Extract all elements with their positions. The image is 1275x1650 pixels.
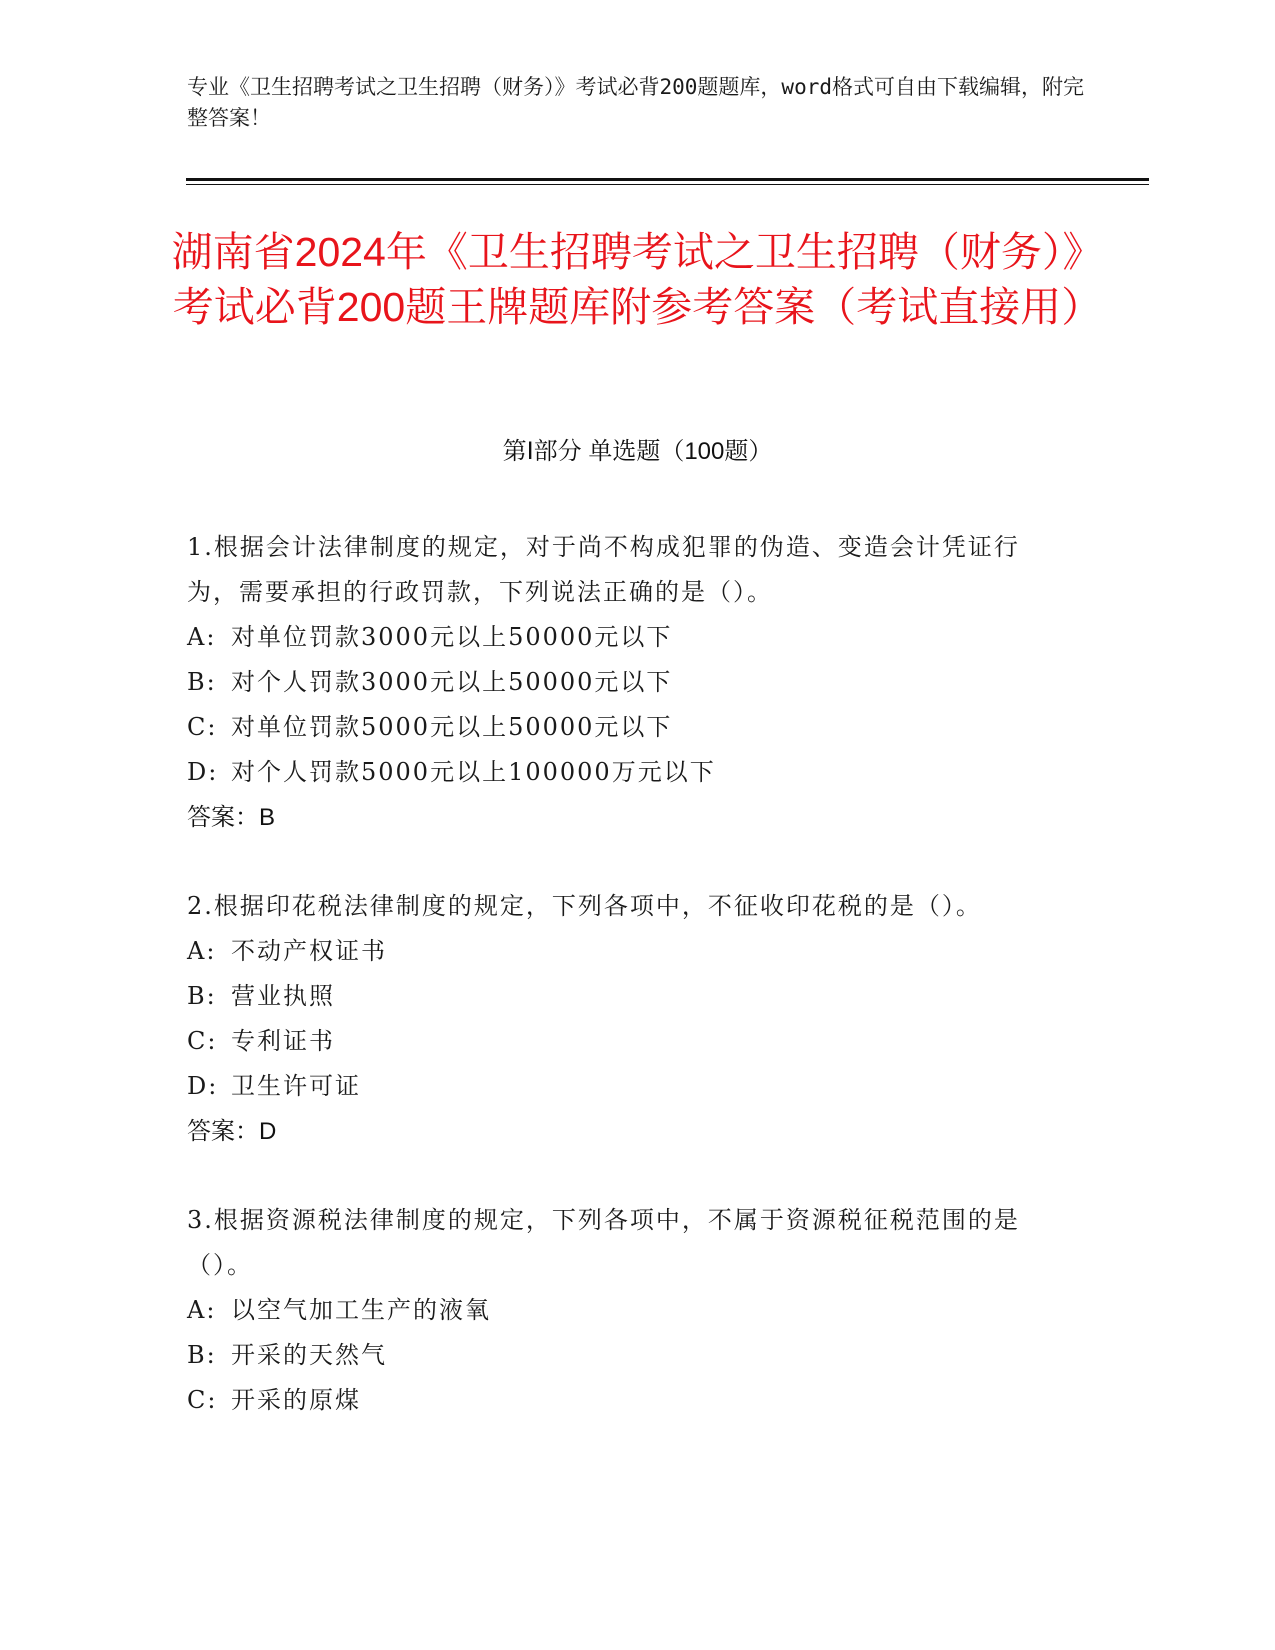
option-text: 对单位罚款3000元以上50000元以下 [231,623,673,651]
option-key: A: [187,1296,217,1324]
option-key: B: [187,982,217,1010]
option-b [187,1333,1067,1378]
question-stem: 2.根据印花税法律制度的规定，下列各项中，不征收印花税的是（）。 [187,892,982,920]
header-divider-thin [186,184,1149,185]
question-2 [187,884,1067,1154]
option-key: C: [187,713,218,741]
option-b [187,660,1067,705]
answer-label: 答案： [187,1118,259,1145]
question-1 [187,525,1067,840]
question-3 [187,1198,1067,1423]
option-a [187,615,1067,660]
option-c [187,1378,1067,1423]
option-key: A: [187,623,217,651]
option-a [187,1288,1067,1333]
question-list [187,525,1067,1467]
option-key: A: [187,937,217,965]
header-divider-thick [186,178,1149,181]
option-key: C: [187,1386,218,1414]
option-key: D: [187,1072,219,1100]
option-text: 对个人罚款3000元以上50000元以下 [231,668,673,696]
option-text: 开采的原煤 [231,1386,361,1414]
option-text: 营业执照 [231,982,335,1010]
option-key: D: [187,758,219,786]
option-c [187,1019,1067,1064]
option-key: C: [187,1027,218,1055]
option-text: 以空气加工生产的液氧 [231,1296,491,1324]
section-title: 第Ⅰ部分 单选题（100题） [502,438,773,465]
answer-value: B [259,804,276,831]
answer-line [187,1109,1067,1154]
answer-line [187,795,1067,840]
option-text: 对单位罚款5000元以上50000元以下 [231,713,673,741]
option-key: B: [187,1341,217,1369]
header-note: 专业《卫生招聘考试之卫生招聘（财务）》考试必背200题题库，word格式可自由下载编辑，附完整答案！ [187,75,1084,130]
option-text: 卫生许可证 [231,1072,361,1100]
option-text: 不动产权证书 [231,937,387,965]
option-key: B: [187,668,217,696]
answer-value: D [259,1118,277,1145]
option-text: 开采的天然气 [231,1341,387,1369]
option-text: 对个人罚款5000元以上100000万元以下 [231,758,716,786]
option-d [187,750,1067,795]
option-text: 专利证书 [231,1027,335,1055]
document-title: 湖南省2024年《卫生招聘考试之卫生招聘（财务）》考试必背200题王牌题库附参考答案（考试直接用） [171,229,1104,330]
option-a [187,929,1067,974]
question-stem: 3.根据资源税法律制度的规定，下列各项中，不属于资源税征税范围的是（）。 [187,1206,1020,1279]
answer-label: 答案： [187,804,259,831]
option-b [187,974,1067,1019]
option-c [187,705,1067,750]
question-stem: 1.根据会计法律制度的规定，对于尚不构成犯罪的伪造、变造会计凭证行为，需要承担的行政罚款，下列说法正确的是（）。 [187,533,1020,606]
option-d [187,1064,1067,1109]
